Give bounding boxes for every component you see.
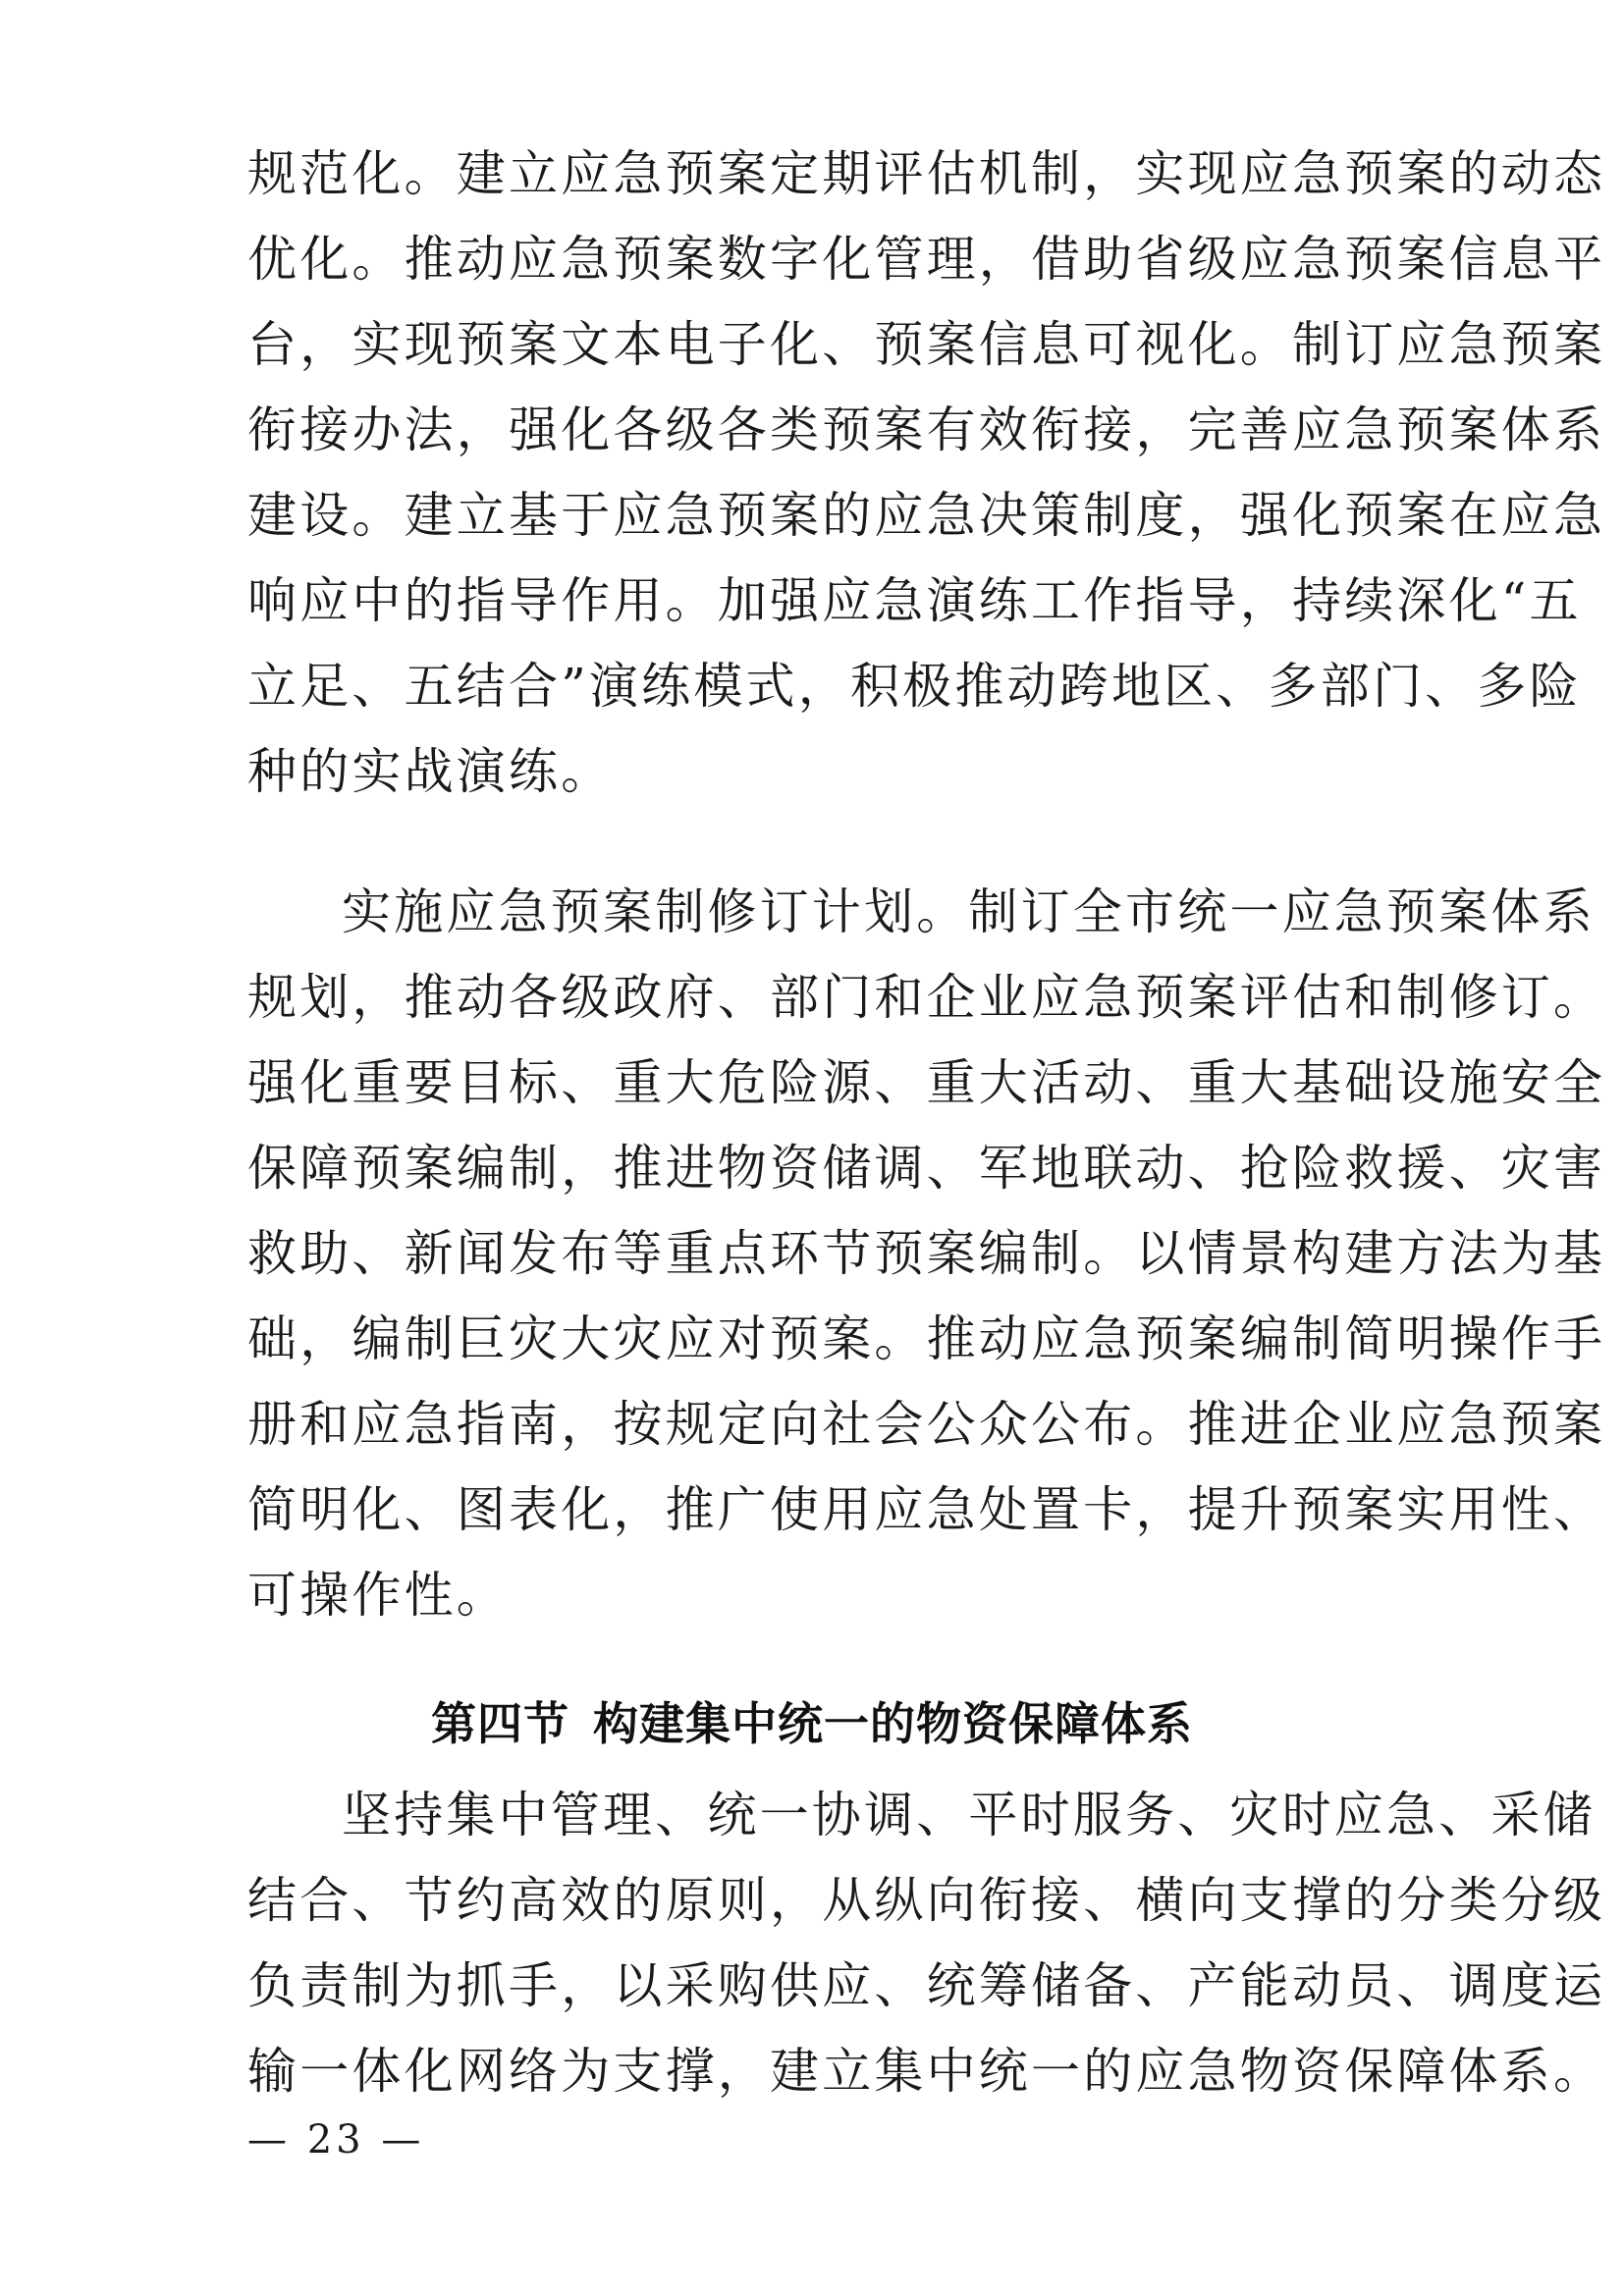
text-line: 输一体化网络为支撑，建立集中统一的应急物资保障体系。 (247, 2043, 1606, 2100)
text-line: 可操作性。 (247, 1567, 509, 1624)
text-line: 救助、新闻发布等重点环节预案编制。以情景构建方法为基 (247, 1225, 1606, 1282)
paragraph-3 (247, 1773, 1606, 2114)
page-number: — 23 — (247, 2117, 425, 2163)
text-line: 衔接办法，强化各级各类预案有效衔接，完善应急预案体系 (247, 401, 1606, 458)
text-line: 简明化、图表化，推广使用应急处置卡，提升预案实用性、 (247, 1481, 1606, 1538)
text-line: 响应中的指导作用。加强应急演练工作指导，持续深化“五 (247, 572, 1582, 629)
paragraph-2 (247, 870, 1606, 1638)
text-line: 结合、节约高效的原则，从纵向衔接、横向支撑的分类分级 (247, 1872, 1606, 1929)
text-line: 础，编制巨灾大灾应对预案。推动应急预案编制简明操作手 (247, 1310, 1606, 1367)
text-line: 规划，推动各级政府、部门和企业应急预案评估和制修订。 (247, 969, 1606, 1026)
text-line: 册和应急指南，按规定向社会公众公布。推进企业应急预案 (247, 1396, 1606, 1453)
section-number: 第四节 (431, 1697, 569, 1750)
text-line: 坚持集中管理、统一协调、平时服务、灾时应急、采储 (342, 1787, 1596, 1843)
text-line: 种的实战演练。 (247, 743, 614, 800)
text-line: 建设。建立基于应急预案的应急决策制度，强化预案在应急 (247, 487, 1606, 544)
paragraph-1 (247, 132, 1606, 815)
text-line: 台，实现预案文本电子化、预案信息可视化。制订应急预案 (247, 316, 1606, 373)
text-line: 实施应急预案制修订计划。制订全市统一应急预案体系 (342, 883, 1596, 940)
text-line: 强化重要目标、重大危险源、重大活动、重大基础设施安全 (247, 1054, 1606, 1111)
section-heading (0, 1688, 1624, 1759)
section-title-text: 构建集中统一的物资保障体系 (593, 1697, 1193, 1750)
text-line: 保障预案编制，推进物资储调、军地联动、抢险救援、灾害 (247, 1140, 1606, 1197)
text-line: 规范化。建立应急预案定期评估机制，实现应急预案的动态 (247, 145, 1606, 202)
text-line: 优化。推动应急预案数字化管理，借助省级应急预案信息平 (247, 231, 1606, 288)
text-line: 立足、五结合”演练模式，积极推动跨地区、多部门、多险 (247, 658, 1582, 715)
text-line: 负责制为抓手，以采购供应、统筹储备、产能动员、调度运 (247, 1957, 1606, 2014)
